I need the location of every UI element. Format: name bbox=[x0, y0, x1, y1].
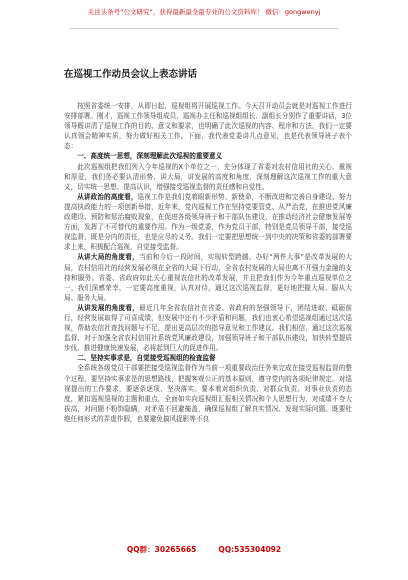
footer-contact bbox=[0, 545, 408, 555]
section-heading-2: 二、坚持实事求是，自觉接受巡视组的检查监督 bbox=[77, 354, 216, 363]
section-heading-1: 一、高度统一思想，深刻理解此次巡视的重要意义 bbox=[77, 152, 223, 161]
body-paragraph bbox=[64, 252, 352, 302]
body-paragraph bbox=[64, 303, 352, 353]
document-body bbox=[64, 101, 352, 424]
paragraph-text: 巡视工作是我们党着眼新形势、新使命，不断改进和完善自身建设、努力提高执政能力的一项创新举措，近年来，党内巡视工作在坚持党要管党、从严治党，在推进党风廉政建设、预防和惩治腐败现象，在促进各级领导班子和干部队伍建设，在推动经济社会健康发展等方面，发挥了不可替代的重要作用。作为一级党委，作为党员干部，特别是党员领导干部，接受巡视监督，既是分内的责任，也是应尽的义务。我们一定要把思想统一到中央的决策和省委的部署要求上来，积极配合巡视，自觉接受监督。 bbox=[64, 192, 353, 252]
body-paragraph-intro: 按照省委统一安排，从即日起，巡视组将开展巡视工作。今天召开动员会就是对巡视工作进行安排部署。刚才，巡视工作领导组成员，巡视办主任和巡视组组长、副组长分别作了重要讲话，3位领导既讲清了巡视工作的目的、意义和要求，也明确了此次巡视的内容、程序和方法，我们一定要认真领会精神实质，努力做好相关工作。下面，我代表党委讲几点意见，也是代表领导班子表个态： bbox=[64, 102, 352, 151]
body-paragraph: 此次巡视组把我们列入今年巡视的X个单位之一，充分体现了省委对农村信用社的关心、重视和厚爱，我们务必要认清形势、讲大局，讲发展的高度和角度，深刻理解这次巡视工作的重大意义，切实统一思想、提高认识，增强接受巡视监督的责任感和自觉性。 bbox=[64, 162, 352, 191]
paragraph-text: 最近几年全省农信社在省委、省政府的坚强领导下，团结进取、砥砺前行，经营发展取得了可喜成绩，但发展中还有不少矛盾和问题，我们也衷心希望巡视组通过这次巡视，帮助农信社查找问题与不足，提出更高层次的指导意见和工作建议。我们相信，通过这次巡视监督，对于加强全省农村信用社系统党风廉政建设，加强领导班子和干部队伍建设，加快转型提质步伐、推进健康快速发展，必将起到巨大的促进作用。 bbox=[64, 303, 353, 353]
body-paragraph bbox=[64, 192, 352, 253]
footer-qq: QQ:535304092 bbox=[218, 545, 282, 554]
paragraph-lead: 从讲大局的角度看， bbox=[77, 253, 139, 262]
header-divider bbox=[70, 28, 338, 29]
footer-qq-group: QQ群：30265665 bbox=[126, 545, 197, 554]
paragraph-text: 当前和今后一段时间，实现转型跨越、办好“两件大事”是改革发展的大局，农村信用社的经营发展必须在全省的大局下行动，全省农村发展的大局也离不开强力金融的支持和服务。省委、省政府如此关心重视农信社的改革发展，并且把我们作为今年重点巡视单位之一，我们深感荣幸，一定要高度重视，认真对待，通过这次巡视监督，更好地把握大局、服从大局、服务大局。 bbox=[64, 253, 352, 302]
paragraph-lead: 从讲发展的角度看， bbox=[77, 303, 140, 312]
header-note: 关注头条号“公文研究”，获得最新最全最专业的公文资料库！ 微信：gongwenyj bbox=[87, 8, 321, 16]
paragraph-lead: 从讲政治的高度看， bbox=[77, 192, 138, 201]
document-title: 在巡视工作动员会议上表态讲话 bbox=[64, 69, 198, 80]
body-paragraph: 全系统各级党员干部要把接受巡视监督作为当前一项重要政治任务来完成在接受巡视监督的整个过程，要坚持实事求是的思想路线，把握客观公正的基本原则，遵守党内的各项纪律规定。对巡视提出的工作要求，要逐条逐项、坚决落实。要本着对组织负责、对群众负责、对事业负责的态度，紧扣巡视巡视的主题和重点，全面如实向巡视组汇报相关情况和个人思想行为，对成绩不夸大拔高，对问题不粉饰隐瞒，对矛盾不回避掩盖，确保巡视组了解真实情况、发现实际问题。既要杜绝任何形式的弄虚作假，也要避免搞风捉影等不良 bbox=[64, 364, 352, 423]
